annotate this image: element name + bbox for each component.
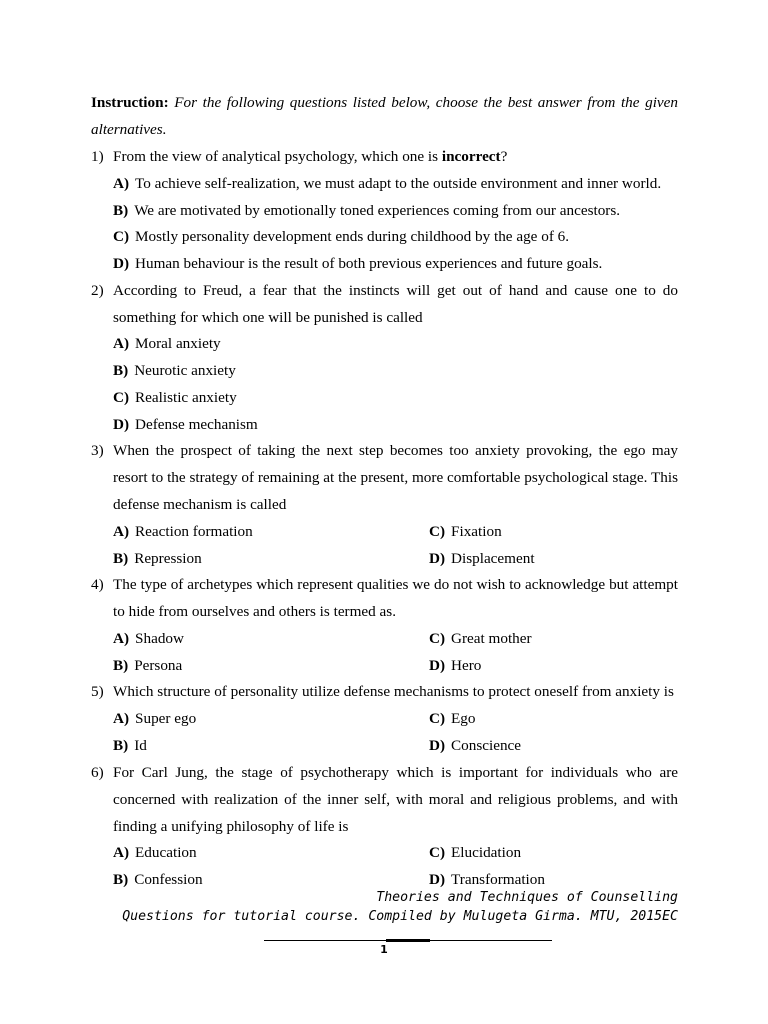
option-letter: A)	[113, 844, 130, 861]
option-letter: B)	[113, 550, 129, 567]
question-emphasis: incorrect	[441, 148, 501, 165]
option-text: Repression	[134, 550, 202, 567]
instruction-label: Instruction:	[91, 94, 169, 111]
instruction-text: For the following questions listed below, choose the best answer from the given alternatives.	[91, 94, 679, 138]
option	[113, 411, 258, 438]
option-text: Reaction formation	[135, 523, 253, 540]
option-letter: B)	[113, 362, 129, 379]
option	[113, 732, 147, 759]
question-4	[91, 571, 678, 625]
option	[429, 518, 502, 545]
option-text: Defense mechanism	[135, 416, 258, 433]
option	[429, 732, 521, 759]
option-text: Confession	[134, 871, 203, 888]
option	[429, 705, 476, 732]
question-text: For Carl Jung, the stage of psychotherapy which is important for individuals who are concerned with realization of the inner self, with moral and religious problems, and with finding a unifying philosophy of life is	[113, 764, 678, 835]
option-text: Shadow	[135, 630, 184, 647]
option-letter: A)	[113, 335, 130, 352]
option-text: Super ego	[135, 710, 197, 727]
option	[113, 197, 620, 224]
question-number: 1)	[91, 148, 104, 165]
option-text: Fixation	[451, 523, 502, 540]
question-1	[91, 143, 678, 170]
option-text: Human behaviour is the result of both previous experiences and future goals.	[135, 255, 603, 272]
question-6	[91, 759, 678, 840]
question-number: 4)	[91, 576, 104, 593]
option-letter: A)	[113, 710, 130, 727]
option-text: Persona	[134, 657, 183, 674]
option-text: Transformation	[451, 871, 545, 888]
option-letter: A)	[113, 523, 130, 540]
question-3	[91, 437, 678, 518]
option	[113, 384, 237, 411]
option	[113, 250, 602, 277]
option-letter: C)	[429, 844, 446, 861]
option-letter: A)	[113, 630, 130, 647]
question-5	[91, 678, 678, 705]
question-text: When the prospect of taking the next step becomes too anxiety provoking, the ego may resort to the strategy of remaining at the present, more comfortable psychological stage. This defense mechanism is called	[113, 442, 678, 513]
question-text: Which structure of personality utilize defense mechanisms to protect oneself from anxiety is	[113, 683, 674, 700]
option-text: Displacement	[451, 550, 535, 567]
option-text: Neurotic anxiety	[134, 362, 236, 379]
option-text: Elucidation	[451, 844, 522, 861]
option	[113, 866, 203, 893]
footer-divider-accent	[386, 939, 430, 942]
question-number: 6)	[91, 764, 104, 781]
option-letter: D)	[429, 657, 446, 674]
instruction	[91, 89, 678, 143]
question-number: 3)	[91, 442, 104, 459]
option	[113, 330, 221, 357]
option-text: Hero	[451, 657, 482, 674]
option-text: Moral anxiety	[135, 335, 221, 352]
option-letter: D)	[113, 416, 130, 433]
option	[113, 652, 182, 679]
option-text: To achieve self-realization, we must adapt to the outside environment and inner world.	[135, 175, 662, 192]
option-text: Mostly personality development ends during childhood by the age of 6.	[135, 228, 570, 245]
footer-compiler-note: Questions for tutorial course. Compiled by Mulugeta Girma. MTU, 2015EC	[122, 909, 678, 924]
option	[113, 705, 196, 732]
option-letter: C)	[429, 630, 446, 647]
question-number: 2)	[91, 282, 104, 299]
option	[113, 223, 569, 250]
question-text	[113, 143, 678, 170]
option-text: Great mother	[451, 630, 532, 647]
option-text: Realistic anxiety	[135, 389, 237, 406]
option-letter: C)	[429, 710, 446, 727]
option-letter: D)	[429, 550, 446, 567]
option-text: Education	[135, 844, 197, 861]
option-letter: C)	[113, 389, 130, 406]
option	[113, 839, 197, 866]
footer-course-title: Theories and Techniques of Counselling	[376, 890, 678, 905]
option-letter: B)	[113, 871, 129, 888]
option	[113, 625, 184, 652]
option-letter: B)	[113, 737, 129, 754]
option	[113, 518, 253, 545]
option-text: We are motivated by emotionally toned experiences coming from our ancestors.	[134, 202, 621, 219]
option	[113, 545, 202, 572]
option-text: Ego	[451, 710, 476, 727]
option-letter: C)	[429, 523, 446, 540]
option	[113, 357, 236, 384]
question-text-part: From the view of analytical psychology, which one is	[113, 148, 442, 165]
option	[429, 652, 481, 679]
question-text: The type of archetypes which represent qualities we do not wish to acknowledge but attempt to hide from ourselves and others is termed as.	[113, 576, 678, 620]
option-text: Id	[134, 737, 147, 754]
option	[429, 545, 535, 572]
option-letter: A)	[113, 175, 130, 192]
option	[429, 625, 532, 652]
option-text: Conscience	[451, 737, 522, 754]
option	[113, 170, 661, 197]
question-number: 5)	[91, 683, 104, 700]
question-text: According to Freud, a fear that the instincts will get out of hand and cause one to do something for which one will be punished is called	[113, 282, 678, 326]
option-letter: D)	[429, 871, 446, 888]
option	[429, 839, 521, 866]
option-letter: D)	[113, 255, 130, 272]
page-number: 1	[380, 943, 388, 956]
question-text-part: ?	[500, 148, 508, 165]
option-letter: B)	[113, 202, 129, 219]
option-letter: D)	[429, 737, 446, 754]
question-2	[91, 277, 678, 331]
option-letter: B)	[113, 657, 129, 674]
option-letter: C)	[113, 228, 130, 245]
